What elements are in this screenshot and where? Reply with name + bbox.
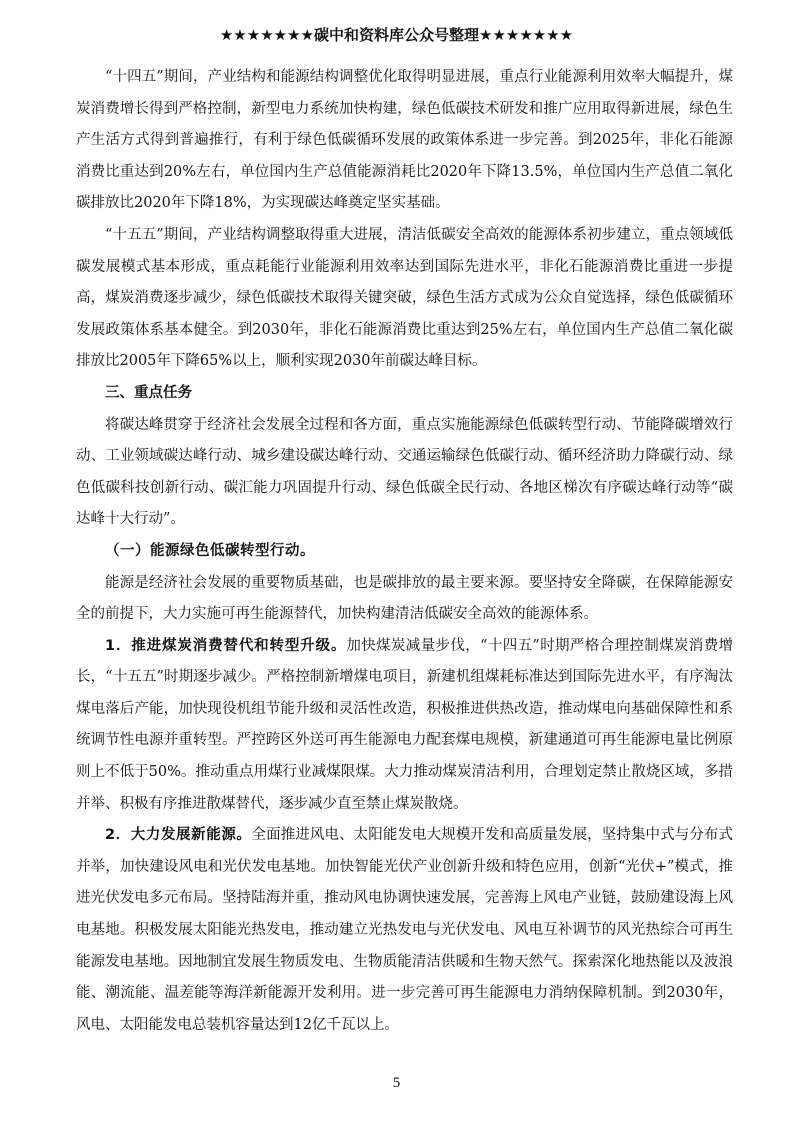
list-item-body: 全面推进风电、太阳能发电大规模开发和高质量发展，坚持集中式与分布式并举，加快建设风电和光伏发电基地。加快智能光伏产业创新升级和特色应用，创新“光伏+”模式，推进光伏发电多元布局。坚持陆海并重，推动风电协调快速发展，完善海上风电产业链，鼓励建设海上风电基地。积极发展太阳能光热发电，推动建立光热发电与光伏发电、风电互补调节的风光热综合可再生能源发电基地。因地制宜发展生物质发电、生物质能清洁供暖和生物天然气。探索深化地热能以及波浪能、潮流能、温差能等海洋新能源开发利用。进一步完善可再生能源电力消纳保障机制。到2030年，风电、太阳能发电总装机容量达到12亿千瓦以上。	[76, 827, 734, 1033]
page-header: ★★★★★★★碳中和资料库公众号整理★★★★★★★	[219, 26, 574, 44]
paragraph-ten-actions: 将碳达峰贯穿于经济社会发展全过程和各方面，重点实施能源绿色低碳转型行动、节能降碳增效行动、工业领域碳达峰行动、城乡建设碳达峰行动、交通运输绿色低碳行动、循环经济助力降碳行动、绿色低碳科技创新行动、碳汇能力巩固提升行动、绿色低碳全民行动、各地区梯次有序碳达峰行动等“碳达峰十大行动”。	[76, 416, 733, 528]
list-item-title: 2．大力发展新能源。	[105, 827, 252, 844]
list-item-new-energy	[76, 820, 733, 1041]
section-heading-key-tasks: 三、重点任务	[105, 384, 192, 401]
list-item-body: 加快煤炭减量步伐，“十四五”时期严格合理控制煤炭消费增长，“十五五”时期逐步减少。严格控制新增煤电项目，新建机组煤耗标准达到国际先进水平，有序淘汰煤电落后产能，加快现役机组节能升级和灵活性改造，积极推进供热改造，推动煤电向基础保障性和系统调节性电源并重转型。严控跨区外送可再生能源电力配套煤电规模，新建通道可再生能源电量比例原则上不低于50%。推动重点用煤行业减煤限煤。大力推动煤炭清洁利用，合理划定禁止散烧区域，多措并举、积极有序推进散煤替代，逐步减少直至禁止煤炭散烧。	[76, 637, 734, 812]
page-number: 5	[392, 1075, 401, 1091]
list-item-coal-replacement	[76, 631, 733, 821]
subsection-heading-energy-transition: （一）能源绿色低碳转型行动。	[105, 542, 315, 559]
list-item-title: 1．推进煤炭消费替代和转型升级。	[105, 637, 347, 654]
paragraph-15th-five-year: “十五五”期间，产业结构调整取得重大进展，清洁低碳安全高效的能源体系初步建立，重点领域低碳发展模式基本形成，重点耗能行业能源利用效率达到国际先进水平，非化石能源消费比重进一步提高，煤炭消费逐步减少，绿色低碳技术取得关键突破，绿色生活方式成为公众自觉选择，绿色低碳循环发展政策体系基本健全。到2030年，非化石能源消费比重达到25%左右，单位国内生产总值二氧化碳排放比2005年下降65%以上，顺利实现2030年前碳达峰目标。	[76, 226, 733, 370]
paragraph-energy-basis: 能源是经济社会发展的重要物质基础，也是碳排放的最主要来源。要坚持安全降碳，在保障能源安全的前提下，大力实施可再生能源替代，加快构建清洁低碳安全高效的能源体系。	[76, 574, 733, 623]
paragraph-14th-five-year: “十四五”期间，产业结构和能源结构调整优化取得明显进展，重点行业能源利用效率大幅提升，煤炭消费增长得到严格控制，新型电力系统加快构建，绿色低碳技术研发和推广应用取得新进展，绿色生产生活方式得到普遍推行，有利于绿色低碳循环发展的政策体系进一步完善。到2025年，非化石能源消费比重达到20%左右，单位国内生产总值能源消耗比2020年下降13.5%，单位国内生产总值二氧化碳排放比2020年下降18%，为实现碳达峰奠定坚实基础。	[76, 69, 733, 212]
